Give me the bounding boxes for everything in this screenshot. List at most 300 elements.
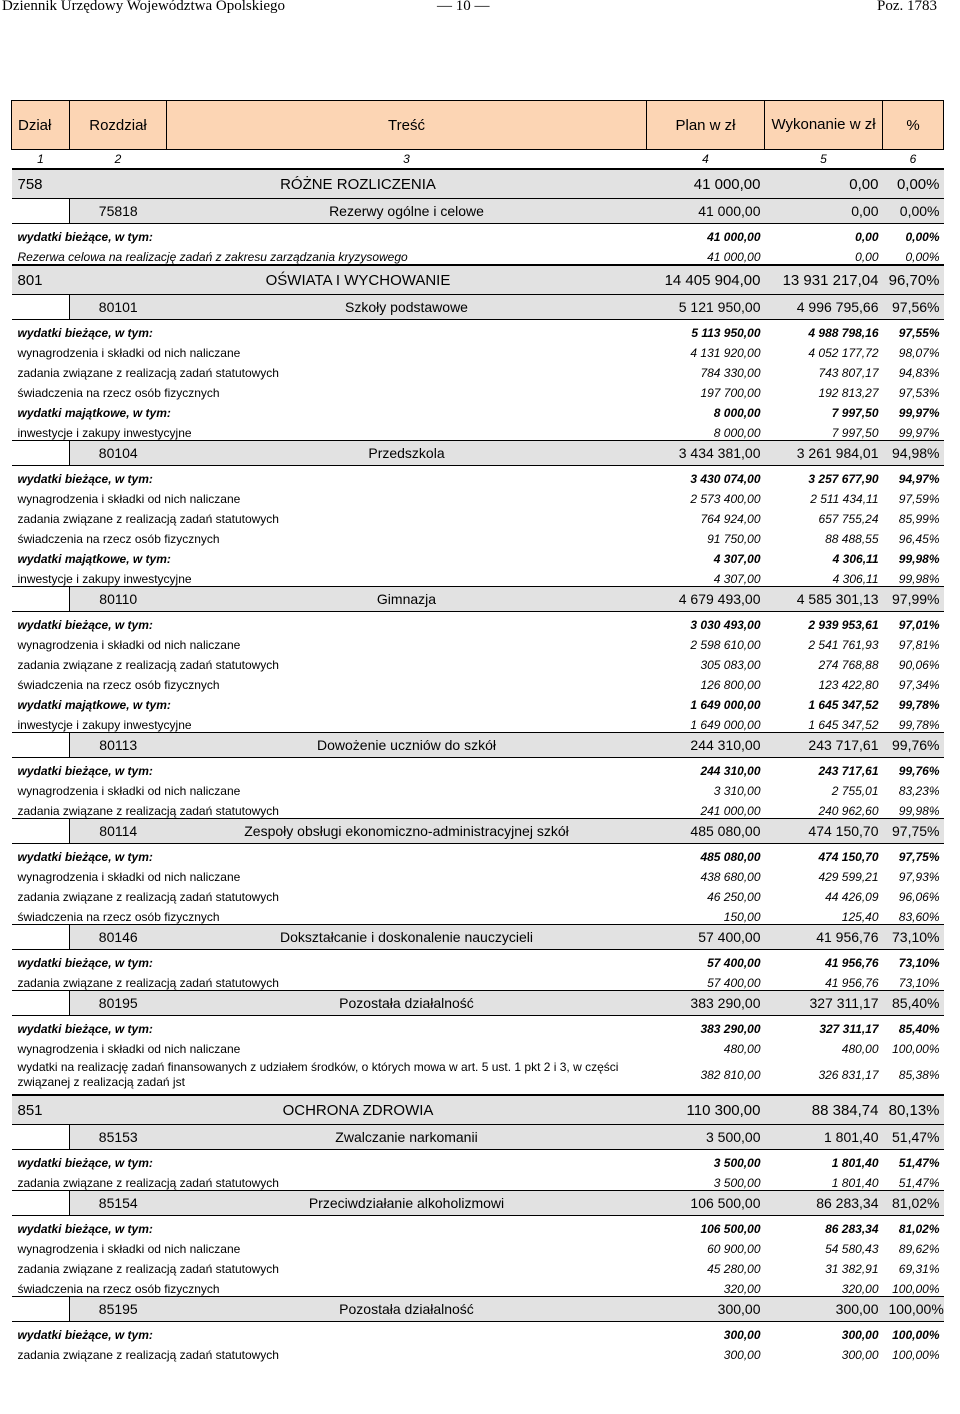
rozdzial-name: Dowożenie uczniów do szkół <box>167 733 647 758</box>
page-header <box>0 0 960 18</box>
plan-value: 14 405 904,00 <box>647 265 765 295</box>
expense-group-row <box>12 950 944 971</box>
rozdzial-row <box>12 199 944 224</box>
expense-item-row <box>12 340 944 360</box>
rozdzial-row <box>12 1297 944 1322</box>
expense-label: wydatki majątkowe, w tym: <box>17 406 171 420</box>
expense-group-row <box>12 844 944 865</box>
expense-label: inwestycje i zakupy inwestycyjne <box>17 572 192 586</box>
execution-value: 4 585 301,13 <box>765 587 883 612</box>
expense-label: zadania związane z realizacją zadań statutowych <box>17 512 279 526</box>
dzial-row <box>12 169 944 199</box>
execution-value: 327 311,17 <box>819 1022 879 1036</box>
plan-value: 3 500,00 <box>647 1125 765 1150</box>
header-row <box>12 101 944 150</box>
execution-value: 243 717,61 <box>765 733 883 758</box>
plan-value: 305 083,00 <box>700 658 761 672</box>
percent-value: 99,98% <box>898 572 940 586</box>
rozdzial-name: Dokształcanie i doskonalenie nauczycieli <box>167 925 647 950</box>
rozdzial-row <box>12 733 944 758</box>
percent-value: 99,98% <box>898 804 940 818</box>
expense-label: wynagrodzenia i składki od nich naliczane <box>17 870 241 884</box>
execution-value: 125,40 <box>841 910 879 924</box>
execution-value: 4 052 177,72 <box>808 346 879 360</box>
execution-value: 327 311,17 <box>765 991 883 1016</box>
plan-value: 244 310,00 <box>647 733 765 758</box>
percent-value: 81,02% <box>883 1191 944 1216</box>
expense-label: wydatki bieżące, w tym: <box>17 326 153 340</box>
col-procent: % <box>883 101 944 150</box>
plan-value: 320,00 <box>723 1282 761 1296</box>
expense-group-row <box>12 400 944 420</box>
expense-item-row <box>12 566 944 587</box>
execution-value: 44 426,09 <box>825 890 879 904</box>
expense-group-row <box>12 546 944 566</box>
expense-label: inwestycje i zakupy inwestycyjne <box>17 426 192 440</box>
plan-value: 300,00 <box>647 1297 765 1322</box>
expense-group-row <box>12 612 944 633</box>
rozdzial-name: Przedszkola <box>167 441 647 466</box>
expense-label: wydatki bieżące, w tym: <box>17 850 153 864</box>
dzial-name: RÓŻNE ROZLICZENIA <box>70 169 647 199</box>
execution-value: 2 511 434,11 <box>810 492 879 506</box>
percent-value: 99,76% <box>883 733 944 758</box>
dzial-name: OŚWIATA I WYCHOWANIE <box>70 265 647 295</box>
col-wykonanie: Wykonanie w zł <box>765 101 883 150</box>
execution-value: 192 813,27 <box>818 386 879 400</box>
expense-item-row <box>12 652 944 672</box>
rozdzial-row <box>12 295 944 320</box>
execution-value: 1 645 347,52 <box>808 698 879 712</box>
expense-label: zadania związane z realizacją zadań statutowych <box>17 366 279 380</box>
plan-value: 485 080,00 <box>700 850 761 864</box>
plan-value: 300,00 <box>723 1348 761 1362</box>
expense-item-row <box>12 1276 944 1297</box>
rozdzial-name: Pozostała działalność <box>167 991 647 1016</box>
percent-value: 94,83% <box>898 366 940 380</box>
percent-value: 69,31% <box>898 1262 940 1276</box>
plan-value: 438 680,00 <box>700 870 761 884</box>
rozdzial-code: 80114 <box>70 819 167 844</box>
execution-value: 1 645 347,52 <box>808 718 879 732</box>
expense-label: wynagrodzenia i składki od nich naliczane <box>17 638 241 652</box>
execution-value: 1 801,40 <box>831 1176 879 1190</box>
plan-value: 3 030 493,00 <box>690 618 761 632</box>
colnum-6: 6 <box>883 150 944 170</box>
percent-value: 97,99% <box>883 587 944 612</box>
execution-value: 86 283,34 <box>825 1222 879 1236</box>
plan-value: 45 280,00 <box>707 1262 761 1276</box>
percent-value: 100,00% <box>892 1282 940 1296</box>
expense-label: wydatki bieżące, w tym: <box>17 1328 153 1342</box>
plan-value: 106 500,00 <box>647 1191 765 1216</box>
dzial-code: 851 <box>12 1095 70 1125</box>
execution-value: 0,00 <box>855 230 879 244</box>
expense-group-row <box>12 758 944 779</box>
execution-value: 474 150,70 <box>765 819 883 844</box>
rozdzial-code: 80195 <box>70 991 167 1016</box>
percent-value: 83,23% <box>898 784 940 798</box>
dzial-name: OCHRONA ZDROWIA <box>70 1095 647 1125</box>
expense-item-row <box>12 864 944 884</box>
expense-label: inwestycje i zakupy inwestycyjne <box>17 718 192 732</box>
expense-item-row <box>12 420 944 441</box>
rozdzial-name: Pozostała działalność <box>167 1297 647 1322</box>
plan-value: 3 500,00 <box>713 1176 761 1190</box>
rozdzial-name: Rezerwy ogólne i celowe <box>167 199 647 224</box>
percent-value: 97,81% <box>898 638 940 652</box>
expense-label: wynagrodzenia i składki od nich naliczane <box>17 1242 241 1256</box>
plan-value: 41 000,00 <box>647 199 765 224</box>
dzial-row <box>12 1095 944 1125</box>
execution-value: 88 384,74 <box>765 1095 883 1125</box>
plan-value: 8 000,00 <box>713 406 761 420</box>
execution-value: 429 599,21 <box>818 870 879 884</box>
expense-item-row <box>12 526 944 546</box>
percent-value: 73,10% <box>898 956 940 970</box>
percent-value: 97,53% <box>898 386 940 400</box>
plan-value: 41 000,00 <box>707 230 761 244</box>
plan-value: 3 434 381,00 <box>647 441 765 466</box>
empty-cell <box>12 991 70 1016</box>
expense-label: świadczenia na rzecz osób fizycznych <box>17 386 220 400</box>
expense-group-row <box>12 1216 944 1237</box>
expense-label: wydatki bieżące, w tym: <box>17 1022 153 1036</box>
plan-value: 57 400,00 <box>647 925 765 950</box>
expense-item-row <box>12 632 944 652</box>
plan-value: 4 679 493,00 <box>647 587 765 612</box>
percent-value: 100,00% <box>883 1297 944 1322</box>
expense-label: świadczenia na rzecz osób fizycznych <box>17 532 220 546</box>
execution-value: 300,00 <box>765 1297 883 1322</box>
expense-group-row <box>12 1016 944 1037</box>
empty-cell <box>12 295 70 320</box>
execution-value: 1 801,40 <box>765 1125 883 1150</box>
percent-value: 94,97% <box>898 472 940 486</box>
journal-title: Dziennik Urzędowy Województwa Opolskiego <box>2 0 286 14</box>
position-number: Poz. 1783 <box>877 0 937 14</box>
empty-cell <box>12 199 70 224</box>
colnum-2: 2 <box>70 150 167 170</box>
empty-cell <box>12 441 70 466</box>
plan-value: 4 307,00 <box>713 572 761 586</box>
percent-value: 83,60% <box>898 910 940 924</box>
plan-value: 382 810,00 <box>700 1068 761 1082</box>
expense-label: wynagrodzenia i składki od nich naliczane <box>17 492 241 506</box>
empty-cell <box>12 925 70 950</box>
expense-item-row <box>12 1056 944 1095</box>
percent-value: 100,00% <box>892 1348 940 1362</box>
plan-value: 57 400,00 <box>707 956 761 970</box>
expense-label: świadczenia na rzecz osób fizycznych <box>17 1282 220 1296</box>
plan-value: 2 598 610,00 <box>690 638 761 652</box>
plan-value: 241 000,00 <box>700 804 761 818</box>
percent-value: 96,70% <box>883 265 944 295</box>
execution-value: 1 801,40 <box>831 1156 879 1170</box>
rozdzial-row <box>12 1191 944 1216</box>
empty-cell <box>12 1297 70 1322</box>
expense-item-row <box>12 1256 944 1276</box>
execution-value: 320,00 <box>841 1282 879 1296</box>
plan-value: 4 307,00 <box>713 552 761 566</box>
plan-value: 1 649 000,00 <box>690 718 761 732</box>
execution-value: 480,00 <box>841 1042 879 1056</box>
dzial-code: 758 <box>12 169 70 199</box>
plan-value: 383 290,00 <box>647 991 765 1016</box>
expense-item-row <box>12 672 944 692</box>
expense-item-row <box>12 486 944 506</box>
expense-label: wydatki bieżące, w tym: <box>17 764 153 778</box>
expense-label: wynagrodzenia i składki od nich naliczane <box>17 1042 241 1056</box>
execution-value: 3 257 677,90 <box>808 472 879 486</box>
execution-value: 326 831,17 <box>818 1068 879 1082</box>
percent-value: 97,55% <box>898 326 940 340</box>
execution-value: 41 956,76 <box>765 925 883 950</box>
expense-item-row <box>12 1342 944 1362</box>
percent-value: 100,00% <box>892 1328 940 1342</box>
percent-value: 96,45% <box>898 532 940 546</box>
expense-label: zadania związane z realizacją zadań statutowych <box>17 1176 279 1190</box>
expense-item-row <box>12 1036 944 1056</box>
execution-value: 0,00 <box>855 250 879 264</box>
rozdzial-name: Szkoły podstawowe <box>167 295 647 320</box>
col-tresc: Treść <box>167 101 647 150</box>
expense-item-row <box>12 970 944 991</box>
expense-item-row <box>12 1236 944 1256</box>
execution-value: 0,00 <box>765 169 883 199</box>
expense-item-row <box>12 778 944 798</box>
expense-label: wydatki bieżące, w tym: <box>17 1222 153 1236</box>
plan-value: 57 400,00 <box>707 976 761 990</box>
execution-value: 3 261 984,01 <box>765 441 883 466</box>
execution-value: 7 997,50 <box>831 406 879 420</box>
empty-cell <box>12 1191 70 1216</box>
execution-value: 7 997,50 <box>831 426 879 440</box>
expense-item-row <box>12 506 944 526</box>
colnum-4: 4 <box>647 150 765 170</box>
execution-value: 743 807,17 <box>818 366 879 380</box>
execution-value: 300,00 <box>841 1328 879 1342</box>
percent-value: 99,98% <box>898 552 940 566</box>
execution-value: 300,00 <box>841 1348 879 1362</box>
plan-value: 1 649 000,00 <box>690 698 761 712</box>
expense-label: zadania związane z realizacją zadań statutowych <box>17 804 279 818</box>
rozdzial-row <box>12 925 944 950</box>
col-plan: Plan w zł <box>647 101 765 150</box>
percent-value: 85,99% <box>898 512 940 526</box>
percent-value: 80,13% <box>883 1095 944 1125</box>
expense-group-row <box>12 320 944 341</box>
percent-value: 51,47% <box>883 1125 944 1150</box>
expense-label: świadczenia na rzecz osób fizycznych <box>17 678 220 692</box>
percent-value: 94,98% <box>883 441 944 466</box>
execution-value: 240 962,60 <box>818 804 879 818</box>
execution-value: 88 488,55 <box>825 532 879 546</box>
rozdzial-name: Przeciwdziałanie alkoholizmowi <box>167 1191 647 1216</box>
percent-value: 81,02% <box>898 1222 940 1236</box>
dzial-code: 801 <box>12 265 70 295</box>
expense-label: wydatki majątkowe, w tym: <box>17 698 171 712</box>
percent-value: 96,06% <box>898 890 940 904</box>
col-rozdzial: Rozdział <box>70 101 167 150</box>
rozdzial-row <box>12 991 944 1016</box>
expense-item-row <box>12 360 944 380</box>
page-number: — 10 — <box>437 0 490 14</box>
rozdzial-code: 75818 <box>70 199 167 224</box>
execution-value: 474 150,70 <box>818 850 879 864</box>
plan-value: 41 000,00 <box>647 169 765 199</box>
percent-value: 97,59% <box>898 492 940 506</box>
execution-value: 41 956,76 <box>825 976 879 990</box>
colnum-5: 5 <box>765 150 883 170</box>
expense-label: wydatki bieżące, w tym: <box>17 230 153 244</box>
execution-value: 2 541 761,93 <box>808 638 879 652</box>
plan-value: 5 121 950,00 <box>647 295 765 320</box>
expense-label: zadania związane z realizacją zadań statutowych <box>17 1262 279 1276</box>
rozdzial-row <box>12 819 944 844</box>
expense-label: świadczenia na rzecz osób fizycznych <box>17 910 220 924</box>
plan-value: 60 900,00 <box>707 1242 761 1256</box>
expense-group-row <box>12 466 944 487</box>
plan-value: 480,00 <box>723 1042 761 1056</box>
rozdzial-name: Zespoły obsługi ekonomiczno-administracyjnej szkół <box>167 819 647 844</box>
execution-value: 4 988 798,16 <box>808 326 879 340</box>
plan-value: 150,00 <box>723 910 761 924</box>
empty-cell <box>12 587 70 612</box>
expense-label: wydatki bieżące, w tym: <box>17 1156 153 1170</box>
plan-value: 110 300,00 <box>647 1095 765 1125</box>
expense-label: zadania związane z realizacją zadań statutowych <box>17 976 279 990</box>
expense-label: wydatki bieżące, w tym: <box>17 472 153 486</box>
expense-label: zadania związane z realizacją zadań statutowych <box>17 658 279 672</box>
plan-value: 41 000,00 <box>707 250 761 264</box>
percent-value: 0,00% <box>883 199 944 224</box>
execution-value: 123 422,80 <box>818 678 879 692</box>
column-numbers-row <box>12 150 944 170</box>
expense-label: wydatki majątkowe, w tym: <box>17 552 171 566</box>
percent-value: 73,10% <box>883 925 944 950</box>
plan-value: 300,00 <box>723 1328 761 1342</box>
expense-item-row <box>12 380 944 400</box>
execution-value: 86 283,34 <box>765 1191 883 1216</box>
percent-value: 85,40% <box>883 991 944 1016</box>
plan-value: 197 700,00 <box>700 386 761 400</box>
rozdzial-name: Gimnazja <box>167 587 647 612</box>
rozdzial-code: 80101 <box>70 295 167 320</box>
execution-value: 54 580,43 <box>825 1242 879 1256</box>
expense-label: wydatki na realizację zadań finansowanych z udziałem środków, o których mowa w art. 5 ust. 1 pkt 2 i 3, w części związanej z realizacją zadań jst <box>17 1060 619 1089</box>
plan-value: 3 310,00 <box>713 784 761 798</box>
expense-group-row <box>12 1322 944 1343</box>
percent-value: 85,38% <box>898 1068 940 1082</box>
execution-value: 4 306,11 <box>832 552 879 566</box>
plan-value: 5 113 950,00 <box>691 326 761 340</box>
empty-cell <box>12 1125 70 1150</box>
plan-value: 46 250,00 <box>707 890 761 904</box>
percent-value: 97,75% <box>898 850 940 864</box>
percent-value: 99,97% <box>898 406 940 420</box>
percent-value: 97,56% <box>883 295 944 320</box>
percent-value: 98,07% <box>898 346 940 360</box>
rozdzial-row <box>12 587 944 612</box>
expense-label: wydatki bieżące, w tym: <box>17 618 153 632</box>
execution-value: 13 931 217,04 <box>765 265 883 295</box>
expense-label: zadania związane z realizacją zadań statutowych <box>17 890 279 904</box>
percent-value: 99,78% <box>898 698 940 712</box>
rozdzial-code: 80104 <box>70 441 167 466</box>
percent-value: 97,75% <box>883 819 944 844</box>
expense-label: zadania związane z realizacją zadań statutowych <box>17 1348 279 1362</box>
percent-value: 89,62% <box>898 1242 940 1256</box>
expense-item-row <box>12 1170 944 1191</box>
expense-group-row <box>12 224 944 245</box>
percent-value: 97,93% <box>898 870 940 884</box>
dzial-row <box>12 265 944 295</box>
colnum-3: 3 <box>167 150 647 170</box>
percent-value: 0,00% <box>905 230 940 244</box>
execution-value: 2 755,01 <box>831 784 879 798</box>
plan-value: 784 330,00 <box>700 366 761 380</box>
colnum-1: 1 <box>12 150 70 170</box>
rozdzial-code: 85195 <box>70 1297 167 1322</box>
execution-value: 0,00 <box>765 199 883 224</box>
plan-value: 3 430 074,00 <box>690 472 761 486</box>
expense-label: Rezerwa celowa na realizację zadań z zakresu zarządzania kryzysowego <box>17 250 408 264</box>
execution-value: 4 996 795,66 <box>765 295 883 320</box>
percent-value: 90,06% <box>898 658 940 672</box>
rozdzial-code: 80146 <box>70 925 167 950</box>
plan-value: 8 000,00 <box>713 426 761 440</box>
plan-value: 383 290,00 <box>700 1022 761 1036</box>
plan-value: 3 500,00 <box>713 1156 761 1170</box>
col-dzial: Dział <box>12 101 70 150</box>
percent-value: 51,47% <box>898 1176 940 1190</box>
percent-value: 99,76% <box>898 764 940 778</box>
execution-value: 4 306,11 <box>832 572 879 586</box>
plan-value: 4 131 920,00 <box>690 346 761 360</box>
expense-item-row <box>12 904 944 925</box>
empty-cell <box>12 733 70 758</box>
execution-value: 274 768,88 <box>818 658 879 672</box>
plan-value: 485 080,00 <box>647 819 765 844</box>
plan-value: 126 800,00 <box>700 678 761 692</box>
percent-value: 97,01% <box>898 618 940 632</box>
rozdzial-code: 80110 <box>70 587 167 612</box>
percent-value: 0,00% <box>883 169 944 199</box>
expense-label: wydatki bieżące, w tym: <box>17 956 153 970</box>
rozdzial-row <box>12 441 944 466</box>
empty-cell <box>12 819 70 844</box>
percent-value: 100,00% <box>892 1042 940 1056</box>
expense-item-row <box>12 712 944 733</box>
execution-value: 657 755,24 <box>818 512 879 526</box>
rozdzial-row <box>12 1125 944 1150</box>
rozdzial-code: 85153 <box>70 1125 167 1150</box>
expense-label: wynagrodzenia i składki od nich naliczane <box>17 346 241 360</box>
execution-value: 31 382,91 <box>825 1262 879 1276</box>
plan-value: 2 573 400,00 <box>690 492 761 506</box>
plan-value: 764 924,00 <box>700 512 761 526</box>
rozdzial-code: 80113 <box>70 733 167 758</box>
expense-item-row <box>12 244 944 265</box>
rozdzial-code: 85154 <box>70 1191 167 1216</box>
plan-value: 244 310,00 <box>700 764 761 778</box>
execution-value: 2 939 953,61 <box>808 618 879 632</box>
execution-value: 243 717,61 <box>818 764 879 778</box>
expense-item-row <box>12 798 944 819</box>
expense-item-row <box>12 884 944 904</box>
expense-label: wynagrodzenia i składki od nich naliczane <box>17 784 241 798</box>
